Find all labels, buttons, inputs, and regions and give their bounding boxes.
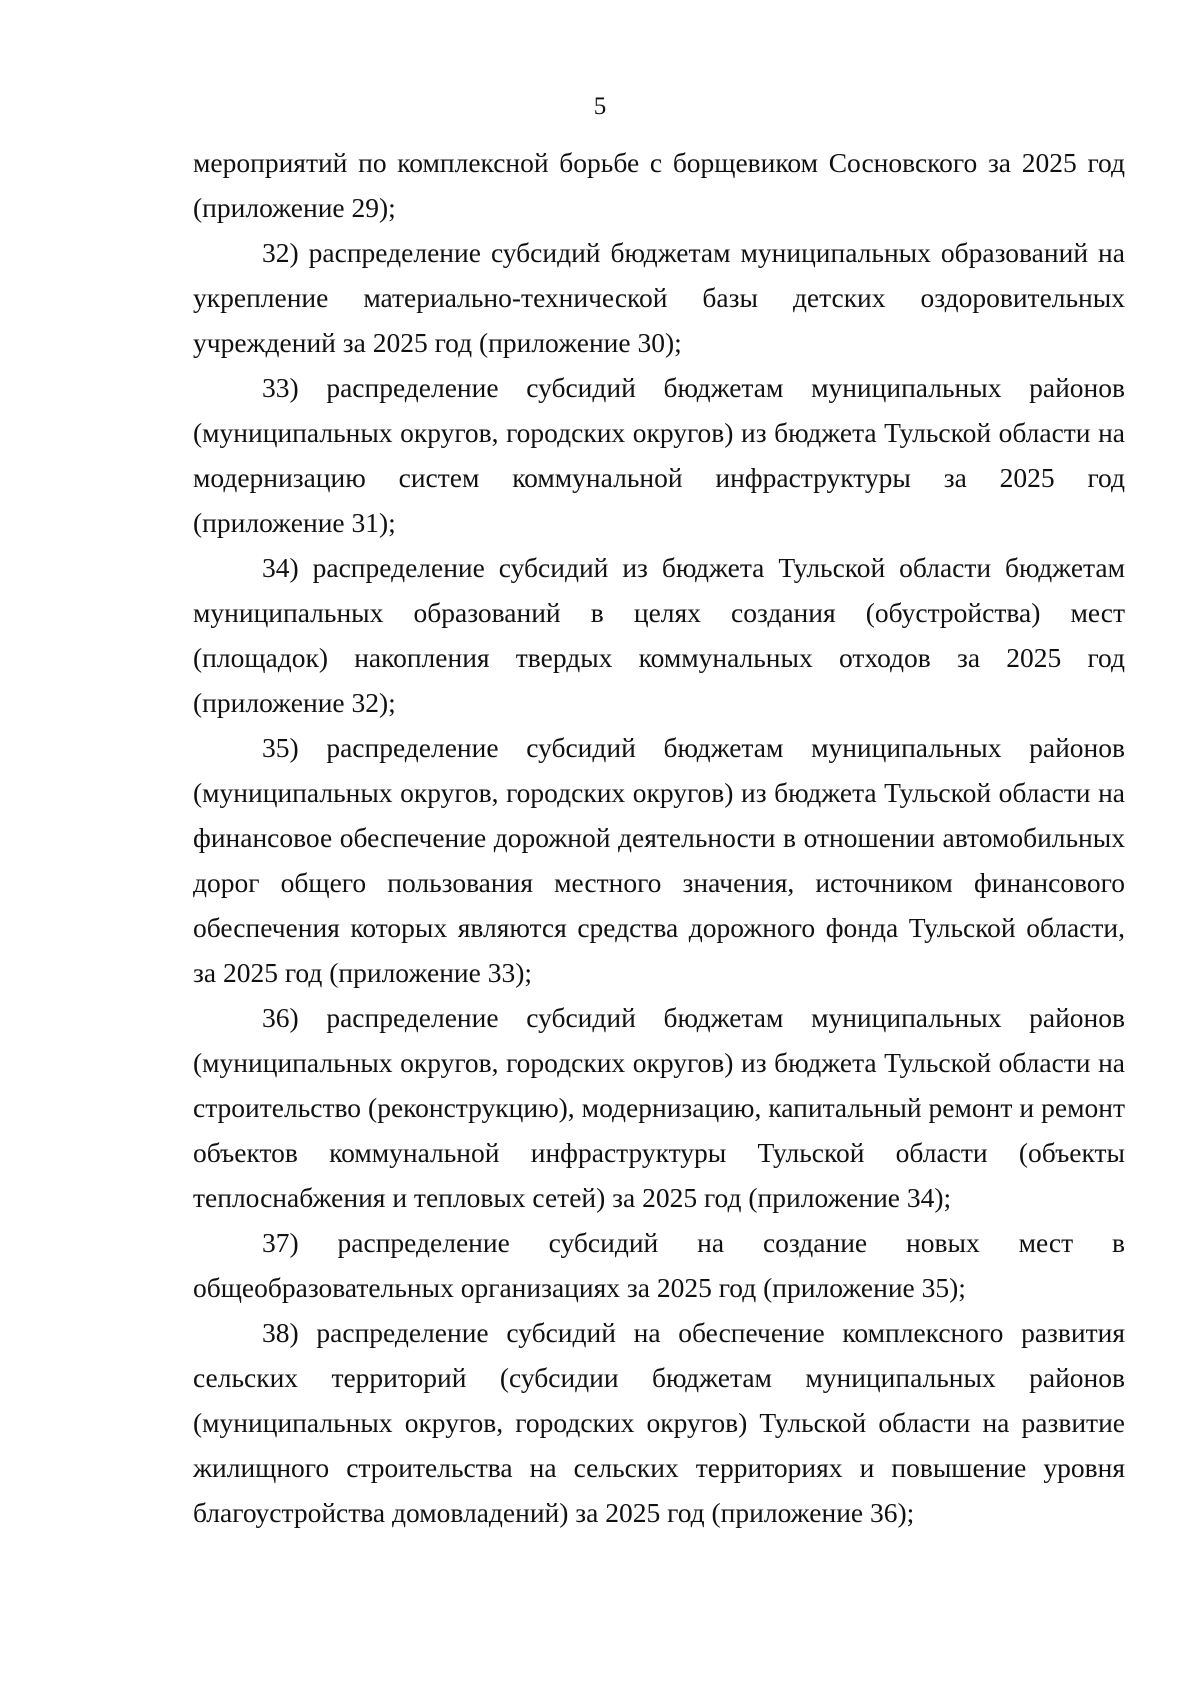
document-body: [193, 140, 1125, 1535]
paragraph-continuation: мероприятий по комплексной борьбе с борщевиком Сосновского за 2025 год (приложение 29);: [193, 147, 1125, 223]
paragraph-item-32: 32) распределение субсидий бюджетам муниципальных образований на укрепление материально-технической базы детских оздоровительных учреждений за 2025 год (приложение 30);: [193, 237, 1125, 358]
paragraph-item-35: 35) распределение субсидий бюджетам муниципальных районов (муниципальных округов, городских округов) из бюджета Тульской области на финансовое обеспечение дорожной деятельности в отношении автомобильных дорог общего пользования местного значения, источником финансового обеспечения которых являются средства дорожного фонда Тульской области, за 2025 год (приложение 33);: [193, 732, 1125, 988]
paragraph-item-34: 34) распределение субсидий из бюджета Тульской области бюджетам муниципальных образований в целях создания (обустройства) мест (площадок) накопления твердых коммунальных отходов за 2025 год (приложение 32);: [193, 552, 1125, 718]
paragraph-item-37: 37) распределение субсидий на создание новых мест в общеобразовательных организациях за 2025 год (приложение 35);: [193, 1227, 1125, 1303]
paragraph-item-33: 33) распределение субсидий бюджетам муниципальных районов (муниципальных округов, городских округов) из бюджета Тульской области на модернизацию систем коммунальной инфраструктуры за 2025 год (приложение 31);: [193, 372, 1125, 538]
paragraph-item-38: 38) распределение субсидий на обеспечение комплексного развития сельских территорий (субсидии бюджетам муниципальных районов (муниципальных округов, городских округов) Тульской области на развитие жилищного строительства на сельских территориях и повышение уровня благоустройства домовладений) за 2025 год (приложение 36);: [193, 1317, 1125, 1528]
paragraph-item-36: 36) распределение субсидий бюджетам муниципальных районов (муниципальных округов, городских округов) из бюджета Тульской области на строительство (реконструкцию), модернизацию, капитальный ремонт и ремонт объектов коммунальной инфраструктуры Тульской области (объекты теплоснабжения и тепловых сетей) за 2025 год (приложение 34);: [193, 1002, 1125, 1213]
page-number: 5: [593, 93, 607, 120]
